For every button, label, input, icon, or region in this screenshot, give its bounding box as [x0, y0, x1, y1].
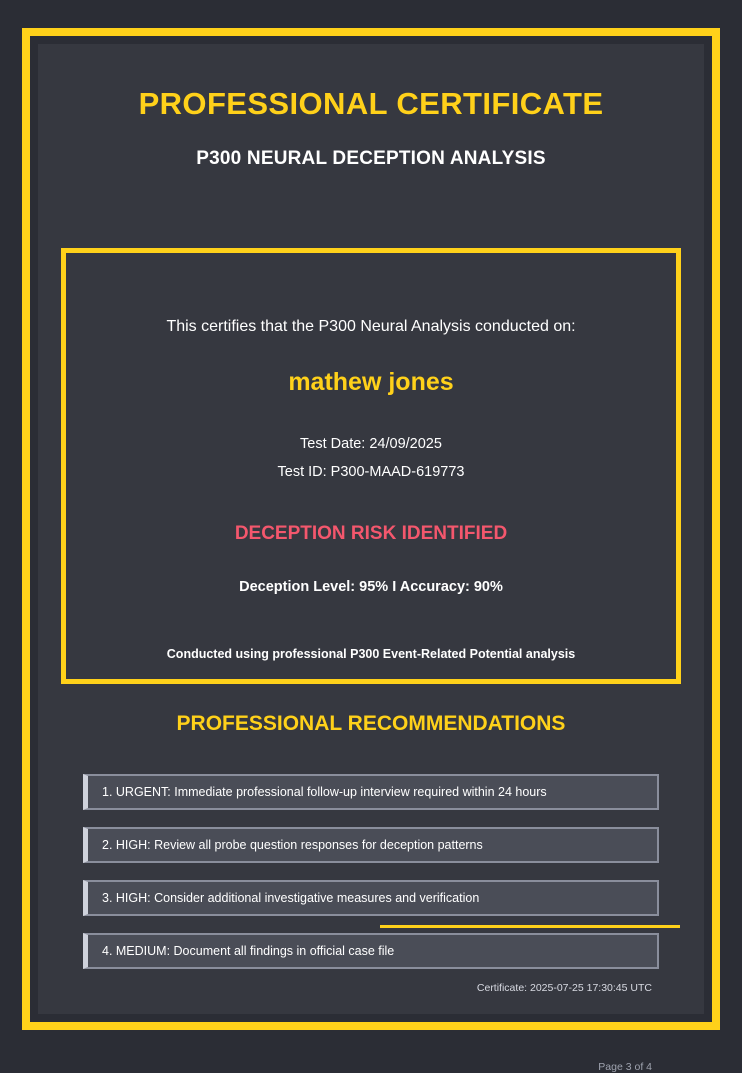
- page-number: Page 3 of 4: [598, 1061, 652, 1073]
- recommendation-text: 4. MEDIUM: Document all findings in official case file: [102, 944, 395, 958]
- list-item: [83, 827, 659, 863]
- recommendations-title: PROFESSIONAL RECOMMENDATIONS: [176, 712, 566, 735]
- list-item: [83, 933, 659, 969]
- certificate-timestamp: Certificate: 2025-07-25 17:30:45 UTC: [476, 982, 652, 994]
- recommendation-text: 2. HIGH: Review all probe question responses for deception patterns: [102, 838, 483, 852]
- subject-name: mathew jones: [288, 368, 454, 396]
- test-metadata: [66, 430, 676, 487]
- certificate-detail-panel: [61, 248, 681, 684]
- test-id: Test ID: P300-MAAD-619773: [277, 464, 465, 481]
- list-item: [83, 880, 659, 916]
- method-note: Conducted using professional P300 Event-Related Potential analysis: [166, 646, 576, 661]
- recommendations-list: [83, 774, 659, 986]
- list-item: [83, 774, 659, 810]
- deception-levels: Deception Level: 95% I Accuracy: 90%: [239, 578, 503, 595]
- test-date: Test Date: 24/09/2025: [300, 436, 442, 452]
- accent-divider: [380, 925, 680, 928]
- recommendation-text: 1. URGENT: Immediate professional follow-up interview required within 24 hours: [102, 785, 547, 799]
- recommendation-text: 3. HIGH: Consider additional investigative measures and verification: [102, 891, 480, 905]
- page-subtitle: P300 NEURAL DECEPTION ANALYSIS: [196, 148, 546, 169]
- status-badge: DECEPTION RISK IDENTIFIED: [234, 522, 508, 544]
- certifies-statement: This certifies that the P300 Neural Analysis conducted on:: [166, 318, 576, 335]
- page-title: PROFESSIONAL CERTIFICATE: [138, 86, 604, 121]
- certificate-body: [38, 44, 704, 1073]
